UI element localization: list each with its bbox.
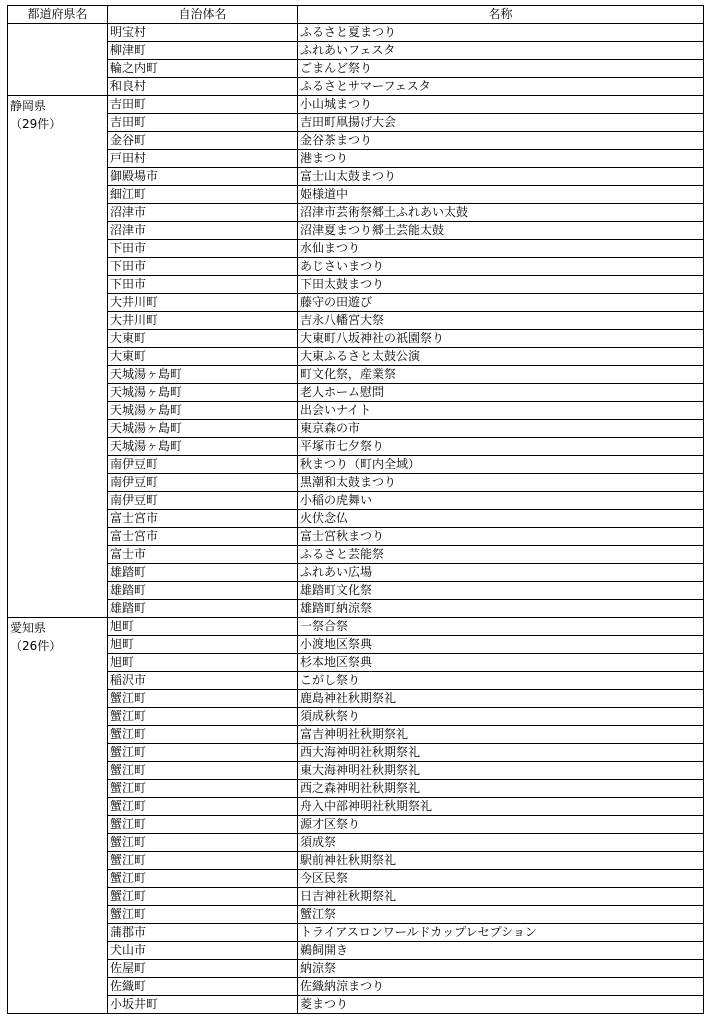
event-name-cell: トライアスロンワールドカップレセプション	[298, 924, 704, 942]
event-name-cell: 富士山太鼓まつり	[298, 168, 704, 186]
municipality-cell: 蟹江町	[108, 762, 298, 780]
municipality-cell: 吉田町	[108, 114, 298, 132]
table-row	[8, 582, 704, 600]
table-row	[8, 978, 704, 996]
municipality-cell: 旭町	[108, 636, 298, 654]
table-row	[8, 618, 704, 636]
table-row	[8, 240, 704, 258]
municipality-cell: 蟹江町	[108, 780, 298, 798]
table-row	[8, 564, 704, 582]
municipality-cell: 天城湯ヶ島町	[108, 402, 298, 420]
prefecture-name: 愛知県	[10, 621, 47, 635]
table-row	[8, 294, 704, 312]
event-name-cell: ふるさと芸能祭	[298, 546, 704, 564]
event-name-cell: 舟入中部神明社秋期祭礼	[298, 798, 704, 816]
table-row	[8, 384, 704, 402]
municipality-cell: 蟹江町	[108, 726, 298, 744]
municipality-cell: 佐織町	[108, 978, 298, 996]
municipality-cell: 稲沢市	[108, 672, 298, 690]
municipality-cell: 御殿場市	[108, 168, 298, 186]
municipality-cell: 佐屋町	[108, 960, 298, 978]
event-name-cell: ごまんど祭り	[298, 60, 704, 78]
municipality-cell: 蒲郡市	[108, 924, 298, 942]
table-row	[8, 168, 704, 186]
municipality-cell: 蟹江町	[108, 870, 298, 888]
table-row	[8, 636, 704, 654]
table-row	[8, 942, 704, 960]
table-row	[8, 42, 704, 60]
municipality-cell: 下田市	[108, 240, 298, 258]
table-row	[8, 834, 704, 852]
municipality-cell: 沼津市	[108, 204, 298, 222]
table-row	[8, 330, 704, 348]
event-name-cell: 水仙まつり	[298, 240, 704, 258]
event-name-cell: 老人ホーム慰問	[298, 384, 704, 402]
event-name-cell: ふるさとサマーフェスタ	[298, 78, 704, 96]
event-name-cell: 金谷茶まつり	[298, 132, 704, 150]
event-name-cell: 平塚市七夕祭り	[298, 438, 704, 456]
municipality-cell: 下田市	[108, 258, 298, 276]
prefecture-count: （29件）	[10, 117, 62, 131]
municipality-cell: 明宝村	[108, 24, 298, 42]
table-row	[8, 780, 704, 798]
table-body	[8, 24, 704, 1014]
municipality-cell: 小坂井町	[108, 996, 298, 1014]
table-row	[8, 204, 704, 222]
event-name-cell: 東京森の市	[298, 420, 704, 438]
table-row	[8, 870, 704, 888]
prefecture-cell	[8, 24, 108, 96]
event-name-cell: ふれあいフェスタ	[298, 42, 704, 60]
table-row	[8, 798, 704, 816]
prefecture-count: （26件）	[10, 639, 62, 653]
table-row	[8, 366, 704, 384]
municipality-cell: 蟹江町	[108, 690, 298, 708]
municipality-cell: 雄踏町	[108, 582, 298, 600]
event-name-cell: 今区民祭	[298, 870, 704, 888]
event-name-cell: 富士宮秋まつり	[298, 528, 704, 546]
table-row	[8, 852, 704, 870]
event-name-cell: 一祭合祭	[298, 618, 704, 636]
event-name-cell: 港まつり	[298, 150, 704, 168]
event-name-cell: 小渡地区祭典	[298, 636, 704, 654]
event-name-cell: 西大海神明社秋期祭礼	[298, 744, 704, 762]
prefecture-cell	[8, 96, 108, 618]
event-name-cell: 佐織納涼まつり	[298, 978, 704, 996]
event-name-cell: 雄踏町納涼祭	[298, 600, 704, 618]
table-row	[8, 186, 704, 204]
table-row	[8, 258, 704, 276]
table-row	[8, 276, 704, 294]
event-name-cell: 吉永八幡宮大祭	[298, 312, 704, 330]
municipality-cell: 金谷町	[108, 132, 298, 150]
event-name-cell: 大東ふるさと太鼓公演	[298, 348, 704, 366]
table-row	[8, 60, 704, 78]
table-row	[8, 222, 704, 240]
event-name-cell: 鵜飼開き	[298, 942, 704, 960]
municipality-cell: 蟹江町	[108, 708, 298, 726]
table-row	[8, 888, 704, 906]
municipality-cell: 大東町	[108, 330, 298, 348]
header-municipality: 自治体名	[108, 6, 298, 24]
header-prefecture: 都道府県名	[8, 6, 108, 24]
event-name-cell: 蟹江祭	[298, 906, 704, 924]
event-name-cell: 沼津夏まつり郷土芸能太鼓	[298, 222, 704, 240]
table-row	[8, 114, 704, 132]
table-row	[8, 996, 704, 1014]
municipality-cell: 柳津町	[108, 42, 298, 60]
table-row	[8, 78, 704, 96]
municipality-cell: 天城湯ヶ島町	[108, 384, 298, 402]
municipality-cell: 蟹江町	[108, 888, 298, 906]
event-name-cell: ふれあい広場	[298, 564, 704, 582]
table-row	[8, 348, 704, 366]
municipality-cell: 蟹江町	[108, 906, 298, 924]
table-row	[8, 726, 704, 744]
municipality-cell: 蟹江町	[108, 834, 298, 852]
event-name-cell: 日吉神社秋期祭礼	[298, 888, 704, 906]
municipality-cell: 吉田町	[108, 96, 298, 114]
table-row	[8, 96, 704, 114]
municipality-cell: 南伊豆町	[108, 474, 298, 492]
municipality-cell: 天城湯ヶ島町	[108, 438, 298, 456]
prefecture-name: 静岡県	[10, 99, 47, 113]
municipality-cell: 蟹江町	[108, 744, 298, 762]
municipality-cell: 下田市	[108, 276, 298, 294]
municipality-cell: 雄踏町	[108, 564, 298, 582]
municipality-cell: 旭町	[108, 618, 298, 636]
municipality-cell: 旭町	[108, 654, 298, 672]
event-name-cell: 須成祭	[298, 834, 704, 852]
table-row	[8, 510, 704, 528]
table-row	[8, 816, 704, 834]
table-row	[8, 492, 704, 510]
municipality-cell: 富士宮市	[108, 510, 298, 528]
table-row	[8, 546, 704, 564]
municipality-cell: 大井川町	[108, 312, 298, 330]
table-row	[8, 24, 704, 42]
municipality-cell: 大井川町	[108, 294, 298, 312]
event-name-cell: 町文化祭，産業祭	[298, 366, 704, 384]
event-name-cell: 姫様道中	[298, 186, 704, 204]
municipality-cell: 蟹江町	[108, 798, 298, 816]
table-row	[8, 600, 704, 618]
municipality-cell: 輪之内町	[108, 60, 298, 78]
table-row	[8, 456, 704, 474]
municipality-cell: 南伊豆町	[108, 492, 298, 510]
table-row	[8, 744, 704, 762]
event-name-cell: 富吉神明社秋期祭礼	[298, 726, 704, 744]
event-name-cell: 駅前神社秋期祭礼	[298, 852, 704, 870]
event-name-cell: 火伏念仏	[298, 510, 704, 528]
event-name-cell: あじさいまつり	[298, 258, 704, 276]
event-name-cell: 須成秋祭り	[298, 708, 704, 726]
table-row	[8, 960, 704, 978]
table-row	[8, 132, 704, 150]
table-row	[8, 312, 704, 330]
event-name-cell: 菱まつり	[298, 996, 704, 1014]
event-name-cell: 吉田町凧揚げ大会	[298, 114, 704, 132]
event-name-cell: 秋まつり（町内全域）	[298, 456, 704, 474]
event-name-cell: 下田太鼓まつり	[298, 276, 704, 294]
table-row	[8, 438, 704, 456]
event-name-cell: 東大海神明社秋期祭礼	[298, 762, 704, 780]
municipality-cell: 南伊豆町	[108, 456, 298, 474]
table-row	[8, 924, 704, 942]
event-name-cell: 小山城まつり	[298, 96, 704, 114]
event-name-cell: ふるさと夏まつり	[298, 24, 704, 42]
event-name-cell: 沼津市芸術祭郷土ふれあい太鼓	[298, 204, 704, 222]
table-row	[8, 906, 704, 924]
municipality-cell: 富士市	[108, 546, 298, 564]
event-name-cell: 藤守の田遊び	[298, 294, 704, 312]
header-row	[8, 6, 704, 24]
festival-table	[7, 5, 704, 1014]
municipality-cell: 蟹江町	[108, 816, 298, 834]
municipality-cell: 富士宮市	[108, 528, 298, 546]
municipality-cell: 沼津市	[108, 222, 298, 240]
event-name-cell: こがし祭り	[298, 672, 704, 690]
municipality-cell: 犬山市	[108, 942, 298, 960]
event-name-cell: 小稲の虎舞い	[298, 492, 704, 510]
event-name-cell: 黒潮和太鼓まつり	[298, 474, 704, 492]
event-name-cell: 源才区祭り	[298, 816, 704, 834]
table-row	[8, 762, 704, 780]
event-name-cell: 西之森神明社秋期祭礼	[298, 780, 704, 798]
table-row	[8, 474, 704, 492]
header-event-name: 名称	[298, 6, 704, 24]
event-name-cell: 鹿島神社秋期祭礼	[298, 690, 704, 708]
table-row	[8, 528, 704, 546]
municipality-cell: 大東町	[108, 348, 298, 366]
municipality-cell: 雄踏町	[108, 600, 298, 618]
prefecture-cell	[8, 618, 108, 1014]
table-row	[8, 672, 704, 690]
table-row	[8, 402, 704, 420]
event-name-cell: 出会いナイト	[298, 402, 704, 420]
municipality-cell: 細江町	[108, 186, 298, 204]
event-name-cell: 納涼祭	[298, 960, 704, 978]
event-name-cell: 大東町八坂神社の祇園祭り	[298, 330, 704, 348]
table-row	[8, 420, 704, 438]
table-row	[8, 654, 704, 672]
table-row	[8, 690, 704, 708]
table-row	[8, 150, 704, 168]
municipality-cell: 和良村	[108, 78, 298, 96]
municipality-cell: 天城湯ヶ島町	[108, 366, 298, 384]
event-name-cell: 杉本地区祭典	[298, 654, 704, 672]
municipality-cell: 蟹江町	[108, 852, 298, 870]
municipality-cell: 天城湯ヶ島町	[108, 420, 298, 438]
municipality-cell: 戸田村	[108, 150, 298, 168]
event-name-cell: 雄踏町文化祭	[298, 582, 704, 600]
table-row	[8, 708, 704, 726]
